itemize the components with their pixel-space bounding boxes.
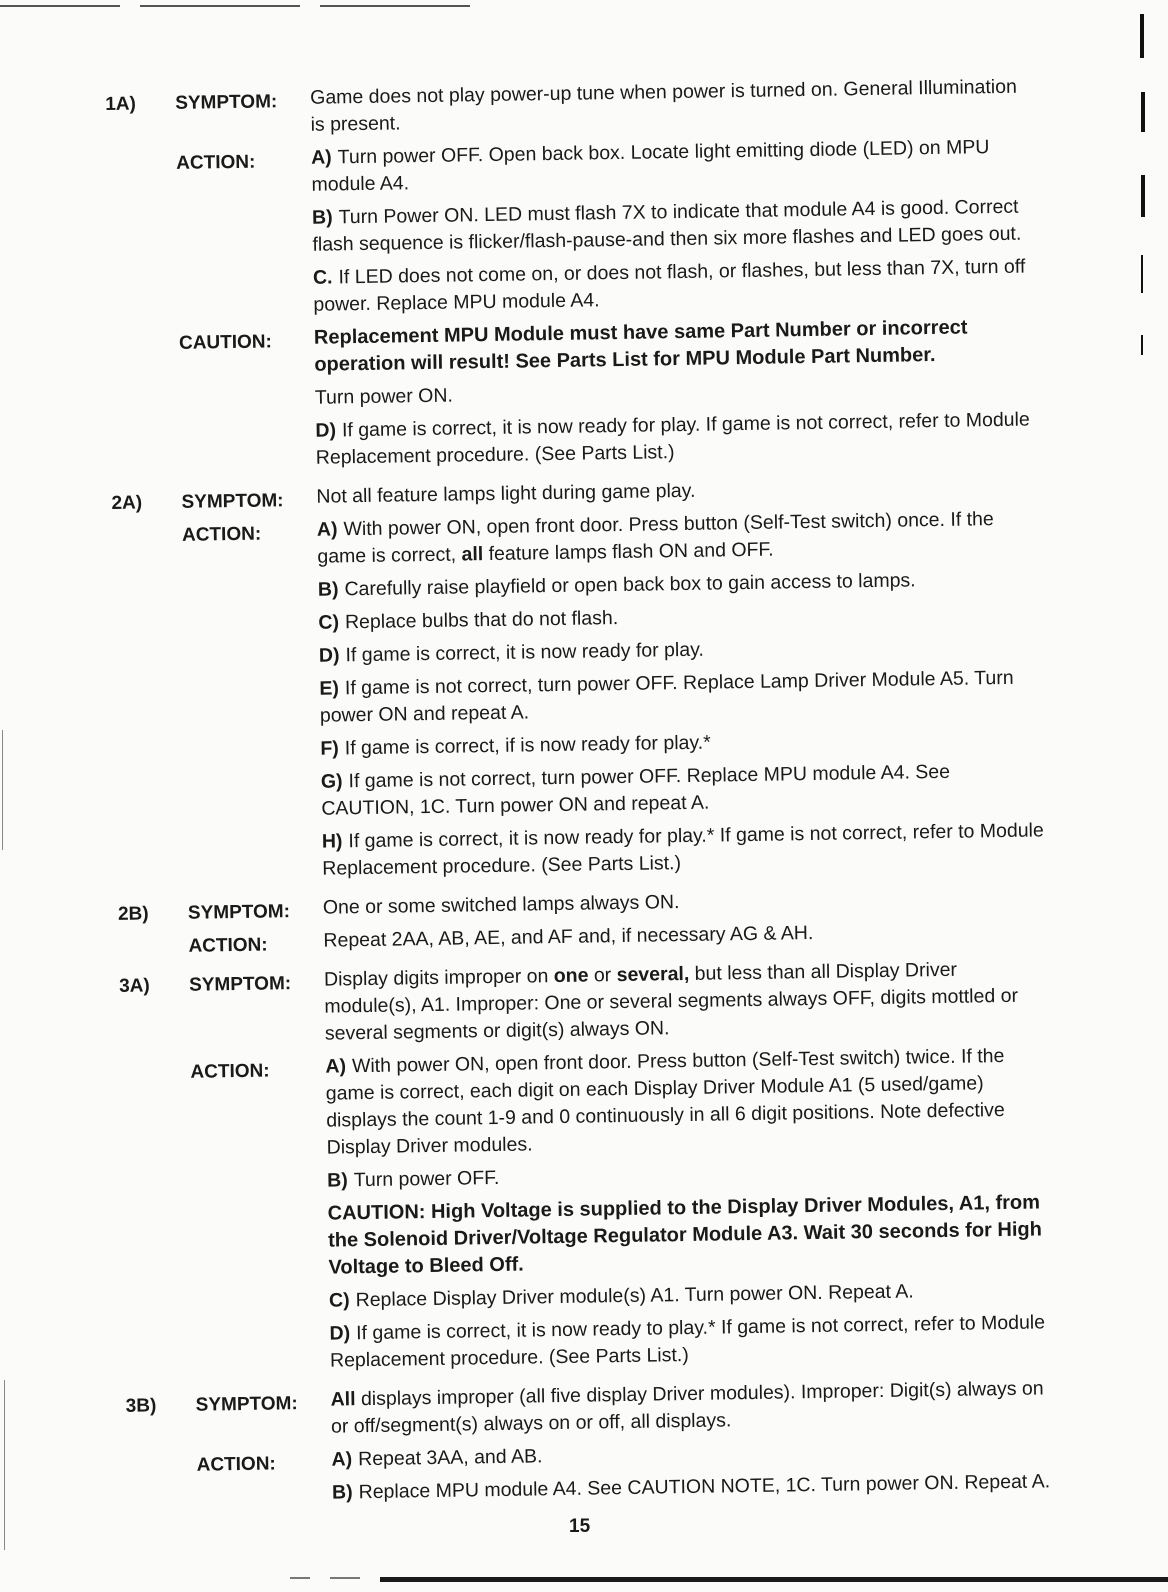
symptom-text: One or some switched lamps always ON.	[322, 891, 680, 919]
section-2b	[118, 883, 1049, 964]
symptom-label: SYMPTOM:	[195, 1393, 298, 1416]
action-label: ACTION:	[181, 523, 262, 546]
action-label: ACTION:	[190, 1060, 270, 1083]
scan-line	[140, 5, 300, 7]
page-number: 15	[569, 1516, 591, 1537]
troubleshooting-content	[105, 73, 1057, 1521]
symptom-label: SYMPTOM:	[188, 973, 292, 996]
power-on-note: Turn power ON.	[314, 384, 454, 409]
caution-text: CAUTION: High Voltage is supplied to the Display Driver Modules, A1, from the Solenoid Driver/Voltage Regulator Module A3. Wait 30 seconds for High Voltage to Bleed Off.	[327, 1191, 1043, 1279]
step-c: C) Replace bulbs that do not flash.	[318, 607, 619, 634]
action-label: ACTION:	[176, 151, 256, 174]
step-d: D) If game is correct, it is now ready for play. If game is not correct, refer to Module Replacement procedure. (See Parts List.)	[315, 408, 1030, 469]
margin-mark	[1141, 175, 1145, 217]
section-3a	[119, 955, 1055, 1384]
margin-mark	[1141, 335, 1143, 355]
action-steps	[311, 133, 1039, 324]
step-b: B) Turn power OFF.	[327, 1166, 500, 1192]
step-b: B) Turn Power ON. LED must flash 7X to indicate that module A4 is good. Correct flash sequence is flicker/flash-pause-and then six more flashes and LED goes out.	[311, 195, 1022, 256]
symptom-text: Game does not play power-up tune when power is turned on. General Illumination is present.	[310, 75, 1018, 136]
step-h: H) If game is correct, it is now ready for play.* If game is not correct, refer to Module Replacement procedure. (See Parts List.)	[321, 819, 1044, 880]
action-text: Repeat 2AA, AB, AE, and AF and, if necessary AG & AH.	[323, 921, 814, 952]
scan-line	[380, 1577, 1168, 1582]
caution-label: CAUTION:	[178, 331, 273, 354]
symptom-label: SYMPTOM:	[181, 490, 284, 513]
scan-line	[290, 1577, 310, 1579]
symptom-text: All displays improper (all five display Driver modules). Improper: Digit(s) always on or off/segment(s) always on or off, all displays.	[330, 1377, 1044, 1438]
step-d: D) If game is correct, it is now ready to play.* If game is not correct, refer to Module Replacement procedure. (See Parts List.)	[329, 1311, 1046, 1372]
step-a: A) With power ON, open front door. Press button (Self-Test switch) twice. If the game is correct, each digit on each Display Driver Module A1 (5 used/game) displays the count 1-9 and 0 continuously in all 6 digit positions. Note defective Display Driver modules.	[325, 1044, 1005, 1159]
step-b: B) Replace MPU module A4. See CAUTION NOTE, 1C. Turn power ON. Repeat A.	[331, 1470, 1051, 1504]
margin-mark	[1141, 92, 1145, 132]
step-c: C) Replace Display Driver module(s) A1. Turn power ON. Repeat A.	[328, 1280, 914, 1312]
scan-line	[330, 1577, 360, 1579]
section-3b	[125, 1375, 1057, 1516]
margin-mark	[1141, 255, 1143, 293]
step-a: A) With power ON, open front door. Press button (Self-Test switch) once. If the game is correct, all feature lamps flash ON and OFF.	[316, 508, 994, 568]
step-g: G) If game is not correct, turn power OFF. Replace MPU module A4. See CAUTION, 1C. Turn power ON and repeat A.	[320, 760, 951, 820]
step-f: F) If game is correct, if is now ready for play.*	[320, 731, 711, 760]
action-label: ACTION:	[196, 1453, 276, 1476]
symptom-text: Not all feature lamps light during game play.	[316, 479, 696, 508]
section-id: 3B)	[125, 1395, 157, 1417]
caution-text: Replacement MPU Module must have same Part Number or incorrect operation will result! See Parts List for MPU Module Part Number.	[313, 316, 968, 376]
action-steps	[331, 1435, 1057, 1512]
margin-mark	[2, 730, 3, 850]
section-id: 2B)	[117, 903, 149, 925]
symptom-label: SYMPTOM:	[175, 91, 278, 114]
margin-mark	[4, 1380, 5, 1550]
section-id: 1A)	[105, 93, 137, 115]
margin-mark	[1140, 14, 1144, 58]
symptom-text: Display digits improper on one or several, but less than all Display Driver module(s), A1. Improper: One or several segments always OFF, digits mottled or several segments or digit(s) always ON.	[323, 958, 1019, 1045]
step-c: C. If LED does not come on, or does not flash, or flashes, but less than 7X, turn off power. Replace MPU module A4.	[312, 255, 1026, 316]
action-steps	[325, 1042, 1055, 1380]
step-b: B) Carefully raise playfield or open back box to gain access to lamps.	[317, 569, 916, 601]
section-1a	[105, 73, 1041, 481]
scan-line	[320, 5, 470, 7]
step-e: E) If game is not correct, turn power OFF. Replace Lamp Driver Module A5. Turn power ON and repeat A.	[319, 666, 1014, 727]
action-steps	[317, 505, 1048, 888]
section-id: 2A)	[111, 492, 143, 514]
section-2a	[111, 472, 1047, 892]
step-a: A) Turn power OFF. Open back box. Locate light emitting diode (LED) on MPU module A4.	[310, 136, 990, 196]
section-id: 3A)	[118, 975, 150, 997]
step-a: A) Repeat 3AA, and AB.	[331, 1445, 543, 1471]
symptom-label: SYMPTOM:	[187, 901, 291, 924]
scan-line	[0, 5, 120, 7]
step-d: D) If game is correct, it is now ready for play.	[318, 638, 705, 667]
action-label: ACTION:	[188, 934, 268, 957]
